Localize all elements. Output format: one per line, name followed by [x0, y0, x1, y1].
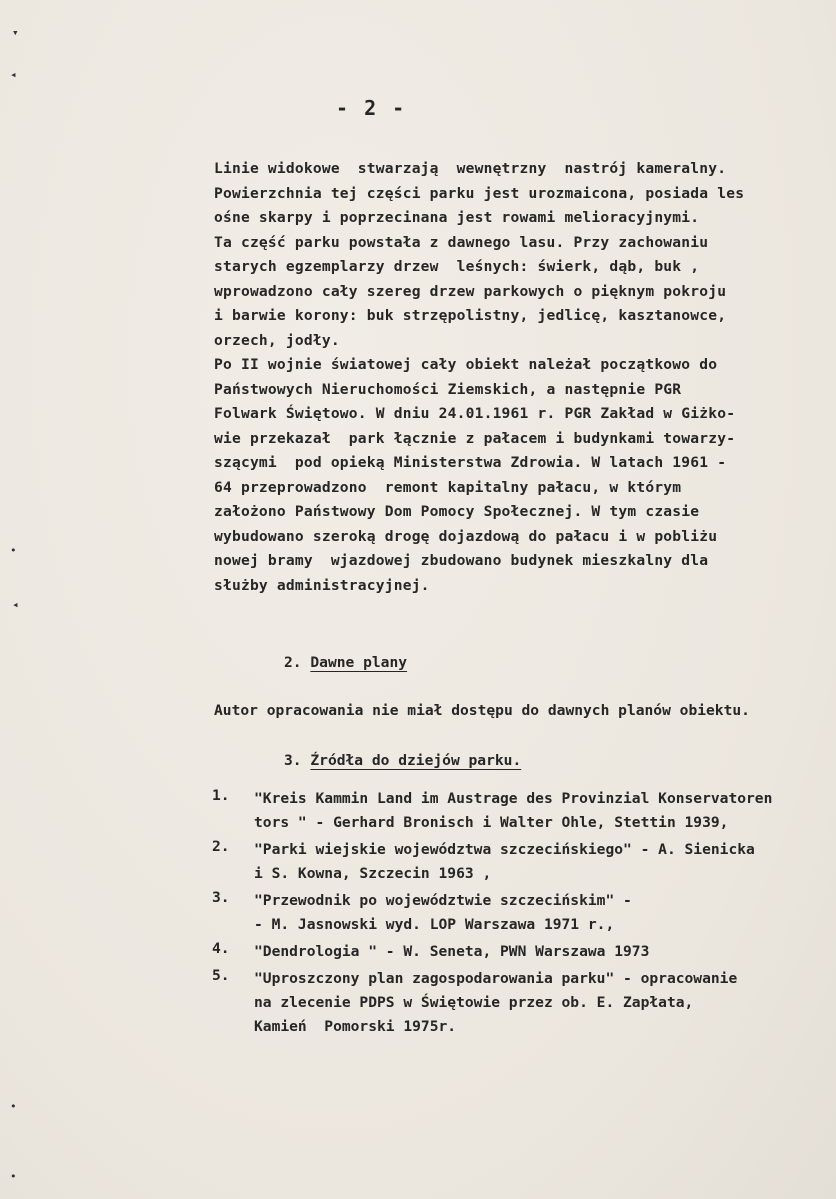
body-paragraph [214, 157, 836, 598]
reference-number: 3. [212, 889, 230, 906]
punch-mark: • [10, 1170, 17, 1183]
punch-mark: • [10, 1100, 17, 1113]
reference-line: "Parki wiejskie województwa szczecińskiego" - A. Sienicka [254, 841, 755, 858]
reference-item [212, 940, 836, 964]
text-line: ośne skarpy i poprzecinana jest rowami melioracyjnymi. [214, 209, 700, 226]
text-line: Linie widokowe stwarzają wewnętrzny nastrój kameralny. [214, 160, 727, 177]
text-line: i barwie korony: buk strzępolistny, jedlicę, kasztanowce, [214, 307, 727, 324]
text-line: Państwowych Nieruchomości Ziemskich, a następnie PGR [214, 380, 682, 398]
section-heading-sources [284, 752, 521, 769]
reference-number: 4. [212, 940, 230, 957]
text-line: orzech, jodły. [214, 331, 340, 349]
reference-line: tors " - Gerhard Bronisch i Walter Ohle, Stettin 1939, [254, 814, 729, 831]
punch-mark: ◂ [10, 68, 17, 81]
reference-line: "Dendrologia " - W. Seneta, PWN Warszawa 1973 [254, 943, 650, 960]
reference-line: i S. Kowna, Szczecin 1963 , [254, 865, 492, 882]
reference-line: "Kreis Kammin Land im Austrage des Provinzial Konservatoren [254, 790, 773, 807]
reference-item [212, 838, 836, 886]
reference-list [212, 787, 836, 1042]
text-line: wprowadzono cały szereg drzew parkowych o pięknym pokroju [214, 282, 727, 300]
text-line: wie przekazał park łącznie z pałacem i budynkami towarzy- [214, 429, 736, 447]
reference-line: Kamień Pomorski 1975r. [254, 1018, 457, 1035]
reference-line: "Przewodnik po województwie szczecińskim" - [254, 892, 632, 909]
text-line: 64 przeprowadzono remont kapitalny pałacu, w którym [214, 478, 682, 496]
text-line: wybudowano szeroką drogę dojazdową do pałacu i w pobliżu [214, 527, 718, 545]
section-title: Dawne plany [310, 654, 408, 671]
text-line: Po II wojnie światowej cały obiekt należał początkowo do [214, 356, 718, 373]
reference-number: 2. [212, 838, 230, 855]
section-heading-old-plans [284, 654, 407, 671]
text-line: starych egzemplarzy drzew leśnych: świerk, dąb, buk , [214, 258, 700, 275]
section-text: Autor opracowania nie miał dostępu do dawnych planów obiektu. [214, 702, 750, 719]
text-line: służby administracyjnej. [214, 576, 430, 594]
reference-item [212, 787, 836, 835]
punch-mark: ▾ [12, 26, 19, 39]
section-number: 3. [284, 752, 302, 769]
text-line: Ta część parku powstała z dawnego lasu. Przy zachowaniu [214, 233, 709, 251]
text-line: nowej bramy wjazdowej zbudowano budynek mieszkalny dla [214, 552, 709, 569]
text-line: Powierzchnia tej części parku jest urozmaicona, posiada les [214, 184, 745, 202]
reference-number: 5. [212, 967, 230, 984]
reference-line: - M. Jasnowski wyd. LOP Warszawa 1971 r., [254, 916, 615, 933]
text-line: założono Państwowy Dom Pomocy Społecznej. W tym czasie [214, 503, 700, 520]
reference-item [212, 889, 836, 937]
section-number: 2. [284, 654, 302, 671]
section-title: Źródła do dziejów parku. [310, 752, 522, 769]
punch-mark: • [10, 544, 17, 557]
reference-number: 1. [212, 787, 230, 804]
reference-line: "Uproszczony plan zagospodarowania parku" - opracowanie [254, 970, 738, 987]
text-line: szącymi pod opieką Ministerstwa Zdrowia. W latach 1961 - [214, 454, 727, 471]
text-line: Folwark Świętowo. W dniu 24.01.1961 r. PGR Zakład w Giżko- [214, 405, 736, 422]
reference-line: na zlecenie PDPS w Świętowie przez ob. E. Zapłata, [254, 994, 694, 1011]
punch-mark: ◂ [12, 598, 19, 611]
page-number: - 2 - [336, 96, 407, 120]
reference-item [212, 967, 836, 1039]
